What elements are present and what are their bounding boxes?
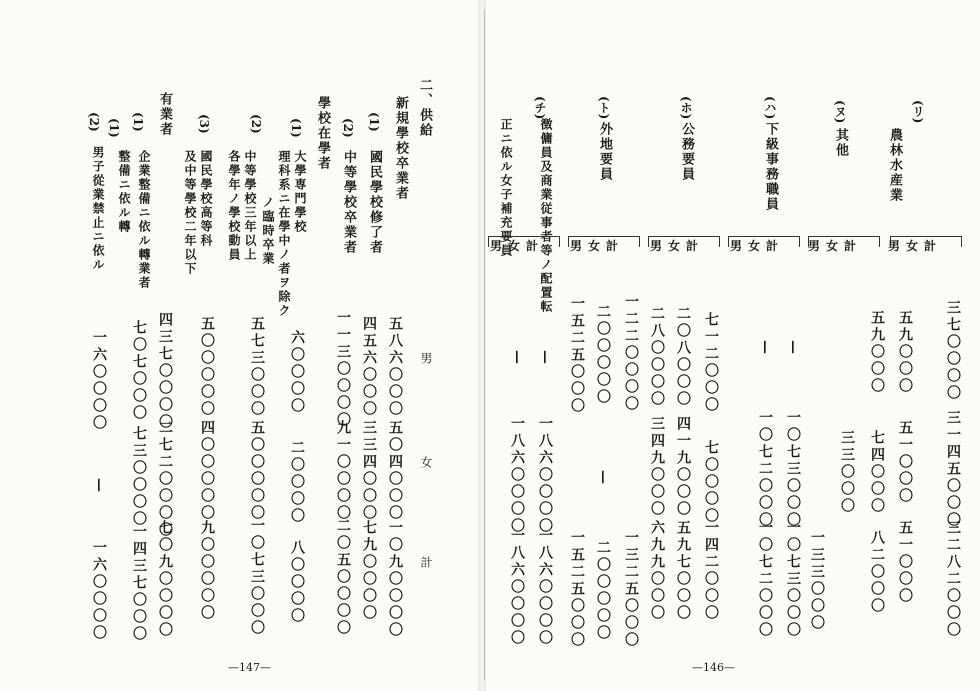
cat-9-label: 外地要員: [597, 122, 612, 182]
cat-1-total: 三二八二〇〇〇: [945, 520, 961, 639]
row-4-label: 理科系ニ在學中ノ者ヲ除ク: [277, 150, 291, 318]
cat-3-total: 八二〇〇〇: [869, 530, 885, 615]
header-total: 計: [419, 556, 433, 569]
row-7-female: 二七二〇〇〇〇: [157, 420, 173, 539]
cat-9-male: 二八〇〇〇〇: [649, 306, 665, 408]
cat-13-label: 徴傭員及商業従事者等ノ配置転: [539, 118, 553, 314]
cat-11-male: 二〇〇〇〇〇: [595, 304, 611, 406]
cat-5-total: 一〇七三〇〇〇: [785, 520, 801, 639]
row-6-marker: (3): [197, 114, 211, 134]
row-6-male: 五〇〇〇〇〇: [199, 316, 215, 418]
row-9-label: 男子從業禁止ニ依ル: [91, 146, 105, 272]
cat-11-total: 二〇〇〇〇〇: [595, 540, 611, 642]
row-8-label: 整備ニ依ル轉: [117, 150, 131, 234]
cat-7-total: 一四二〇〇〇: [703, 520, 719, 622]
cat-14-total: 一八六〇〇〇〇: [509, 528, 525, 647]
cat-2-male: 五九〇〇〇: [897, 310, 913, 395]
row-8-marker: (1): [107, 118, 121, 138]
cat-14-male: —: [509, 350, 525, 367]
cat-2-female: 五一〇〇〇: [897, 420, 913, 505]
row-3-female: 九一〇〇〇〇: [335, 420, 351, 522]
row-4-female: 二〇〇〇〇: [289, 440, 305, 525]
row-3-male: 一一三〇〇〇〇: [335, 310, 351, 429]
row-6-female: 四〇〇〇〇〇: [199, 420, 215, 522]
row-9-total: 一六〇〇〇〇: [91, 540, 107, 642]
row-1-female: 五〇四〇〇〇: [387, 420, 403, 522]
row-3-sub: ノ臨時卒業: [261, 196, 275, 266]
row-2-male: 四五六〇〇〇: [361, 316, 377, 418]
cat-4-total: 一三三〇〇〇: [809, 530, 825, 632]
cat-13-male: —: [537, 350, 553, 367]
school-label: 學校在學者: [315, 96, 330, 171]
cat-12-total: 一五二五〇〇〇: [569, 530, 585, 649]
header-male: 男: [419, 352, 433, 365]
cat-2-label: 其他: [833, 128, 848, 158]
cat-8-male: 二〇八〇〇〇: [675, 306, 691, 408]
cat-10-total: 一三二五〇〇〇: [623, 530, 639, 649]
header-female: 女: [419, 456, 433, 469]
have-label: 有業者: [157, 92, 172, 137]
section-title: 二、供給: [417, 78, 432, 138]
cat-1-male: 三七〇〇〇〇: [945, 300, 961, 402]
row-5-total: 一〇七三〇〇〇: [249, 518, 265, 637]
cat-10-male: 一二二〇〇〇〇: [623, 294, 639, 413]
row-7-label: 企業整備ニ依ル轉業者: [137, 150, 151, 290]
triplet-4: 男女計: [650, 239, 705, 253]
cat-4-female: 三三〇〇〇: [839, 430, 855, 515]
row-1-total: 一〇九〇〇〇〇: [387, 520, 403, 639]
cat-7-marker: (ホ): [679, 96, 693, 120]
gutter-line: [484, 10, 485, 680]
left-folio: —147—: [228, 661, 271, 674]
cat-5-label: 下級事務職員: [763, 122, 778, 212]
row-2-marker: (2): [341, 118, 355, 138]
row-2-total: 七九〇〇〇〇: [361, 520, 377, 622]
row-7-total: 七〇九〇〇〇〇: [157, 520, 173, 639]
row-5-sub: 各學年ノ學校動員: [227, 150, 241, 262]
cat-2-marker: (ヌ): [833, 100, 847, 124]
row-4-total: 八〇〇〇〇: [289, 540, 305, 625]
triplet-1: 男女計: [888, 239, 943, 253]
row-8-female: 七三〇〇〇〇: [131, 426, 147, 528]
cat-13-marker: (チ): [533, 96, 547, 120]
row-1-male: 五八六〇〇〇: [387, 316, 403, 418]
row-9-male: 一六〇〇〇〇: [91, 330, 107, 432]
cat-5-female: 一〇七三〇〇〇: [785, 410, 801, 529]
cat-12-male: 一五二五〇〇〇: [569, 296, 585, 415]
row-9-marker: (2): [87, 112, 101, 132]
cat-8-total: 五九七〇〇〇: [675, 520, 691, 622]
cat-1-female: 三一四五〇〇〇: [945, 410, 961, 529]
row-4-male: 六〇〇〇〇: [289, 330, 305, 415]
row-6-total: 九〇〇〇〇〇: [199, 520, 215, 622]
row-9-female: —: [91, 478, 107, 495]
cat-13-female: 一八六〇〇〇〇: [537, 416, 553, 535]
cat-7-female: 七〇〇〇〇: [703, 440, 719, 525]
cat-5-marker: (ハ): [763, 96, 777, 120]
row-5-marker: (2): [249, 114, 263, 134]
row-5-label: 中等學校三年以上: [243, 150, 257, 262]
cat-8-female: 四一九〇〇〇: [675, 416, 691, 518]
cat-14-label: 正ニ依ル女子補充要員: [499, 118, 513, 258]
triplet-2: 男女計: [808, 239, 863, 253]
cat-1-marker: (リ): [911, 100, 925, 124]
triplet-6: 男女計: [490, 239, 545, 253]
triplet-3: 男女計: [730, 239, 785, 253]
row-3-label: 大學専門學校: [293, 150, 307, 234]
row-8-total: 一四三七〇〇〇: [131, 524, 147, 643]
row-5-male: 五七三〇〇〇: [249, 316, 265, 418]
cat-9-female: 三四九〇〇〇: [649, 416, 665, 518]
row-2-female: 三三四〇〇〇: [361, 420, 377, 522]
right-folio: —146—: [692, 661, 735, 674]
cat-9-marker: (ト): [597, 96, 611, 120]
cat-6-total: 一〇七二〇〇〇: [757, 520, 773, 639]
cat-7-label: 公務要員: [679, 122, 694, 182]
cat-9-total: 六九九〇〇〇: [649, 520, 665, 622]
row-1-marker: (1): [367, 112, 381, 132]
row-2-label: 中等學校卒業者: [341, 150, 356, 255]
row-7-marker: (1): [131, 112, 145, 132]
cat-11-female: —: [595, 470, 611, 487]
row-6-label: 國民學校高等科: [199, 150, 213, 248]
cat-2-total: 五一〇〇〇: [897, 520, 913, 605]
row-7-male: 四三七〇〇〇〇: [157, 312, 173, 431]
cat-13-total: 一八六〇〇〇〇: [537, 528, 553, 647]
cat-3-female: 七四〇〇〇: [869, 430, 885, 515]
row-1-label: 國民學校修了者: [367, 150, 382, 255]
cat-6-female: 一〇七二〇〇〇: [757, 410, 773, 529]
cat-5-male: —: [785, 340, 801, 357]
group-label: 新規學校卒業者: [393, 96, 408, 201]
row-3-total: 二〇五〇〇〇〇: [335, 518, 351, 637]
cat-3-male: 五九〇〇〇: [869, 310, 885, 395]
cat-6-male: —: [757, 340, 773, 357]
row-4-marker: (1): [289, 118, 303, 138]
left-page: [0, 0, 478, 691]
row-5-female: 五〇〇〇〇〇: [249, 420, 265, 522]
row-8-male: 七〇七〇〇〇: [131, 320, 147, 422]
cat-7-male: 七一二〇〇〇: [703, 312, 719, 414]
cat-1-label: 農林水産業: [887, 128, 902, 203]
right-page: [486, 0, 980, 691]
triplet-5: 男女計: [570, 239, 625, 253]
row-6-sub: 及中等學校二年以下: [183, 150, 197, 276]
cat-14-female: 一八六〇〇〇〇: [509, 416, 525, 535]
